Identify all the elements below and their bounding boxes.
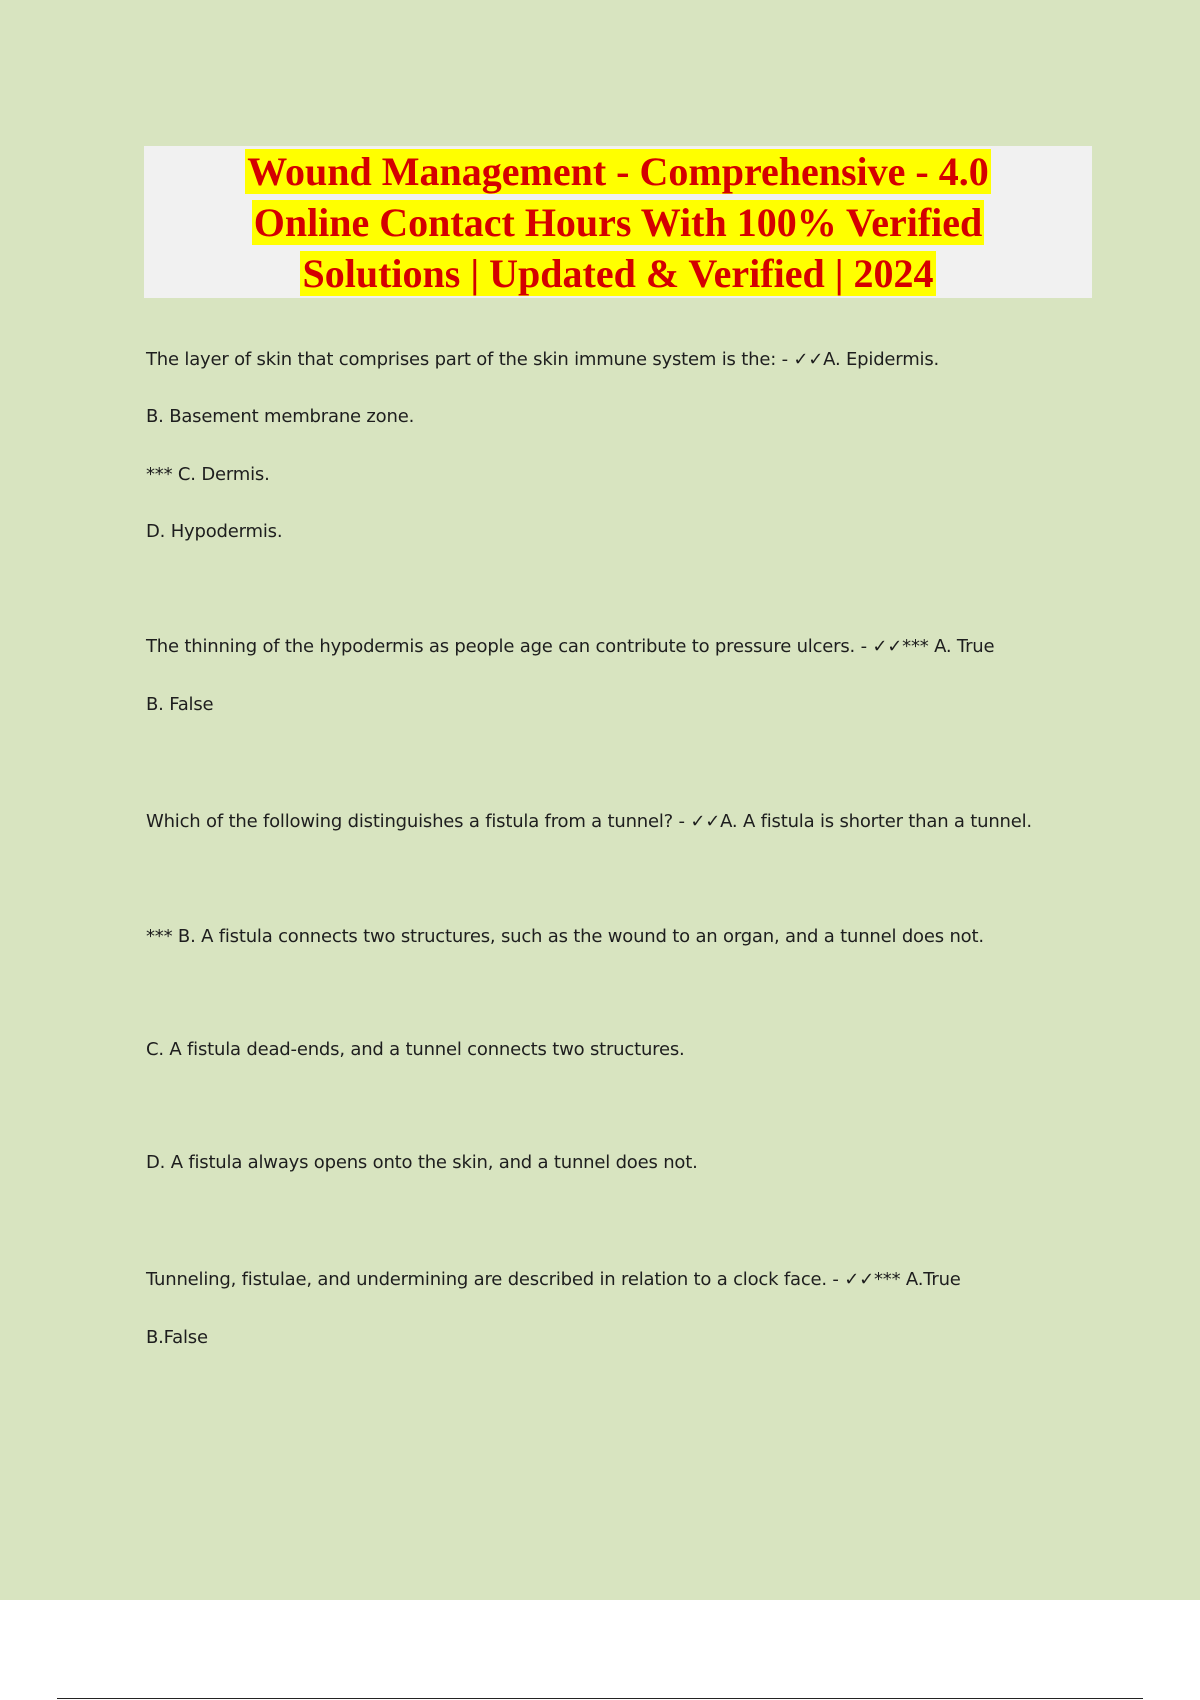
question-3-option-c: C. A fistula dead-ends, and a tunnel connects two structures. <box>146 1039 685 1060</box>
question-1-text: The layer of skin that comprises part of the skin immune system is the: - ✓✓A. Epidermis. <box>146 349 940 370</box>
title-line-2: Online Contact Hours With 100% Verified <box>253 199 983 245</box>
question-4-option-b: B.False <box>146 1327 208 1348</box>
title-box <box>144 146 1092 298</box>
question-3-option-d: D. A fistula always opens onto the skin, and a tunnel does not. <box>146 1152 698 1173</box>
footer-divider <box>57 1698 1143 1699</box>
question-1-option-b: B. Basement membrane zone. <box>146 406 415 427</box>
question-3-option-b: *** B. A fistula connects two structures, such as the wound to an organ, and a tunnel does not. <box>146 926 984 947</box>
title-line-1: Wound Management - Comprehensive - 4.0 <box>247 148 989 194</box>
question-1-option-c: *** C. Dermis. <box>146 464 270 485</box>
question-2-text: The thinning of the hypodermis as people age can contribute to pressure ulcers. - ✓✓*** A. True <box>146 636 995 657</box>
document-title <box>208 146 1028 299</box>
question-3-text: Which of the following distinguishes a fistula from a tunnel? - ✓✓A. A fistula is shorter than a tunnel. <box>146 811 1032 832</box>
question-4-text: Tunneling, fistulae, and undermining are described in relation to a clock face. - ✓✓*** A.True <box>146 1269 961 1290</box>
question-2-option-b: B. False <box>146 694 214 715</box>
title-line-3: Solutions | Updated & Verified | 2024 <box>302 250 934 296</box>
question-1-option-d: D. Hypodermis. <box>146 521 283 542</box>
